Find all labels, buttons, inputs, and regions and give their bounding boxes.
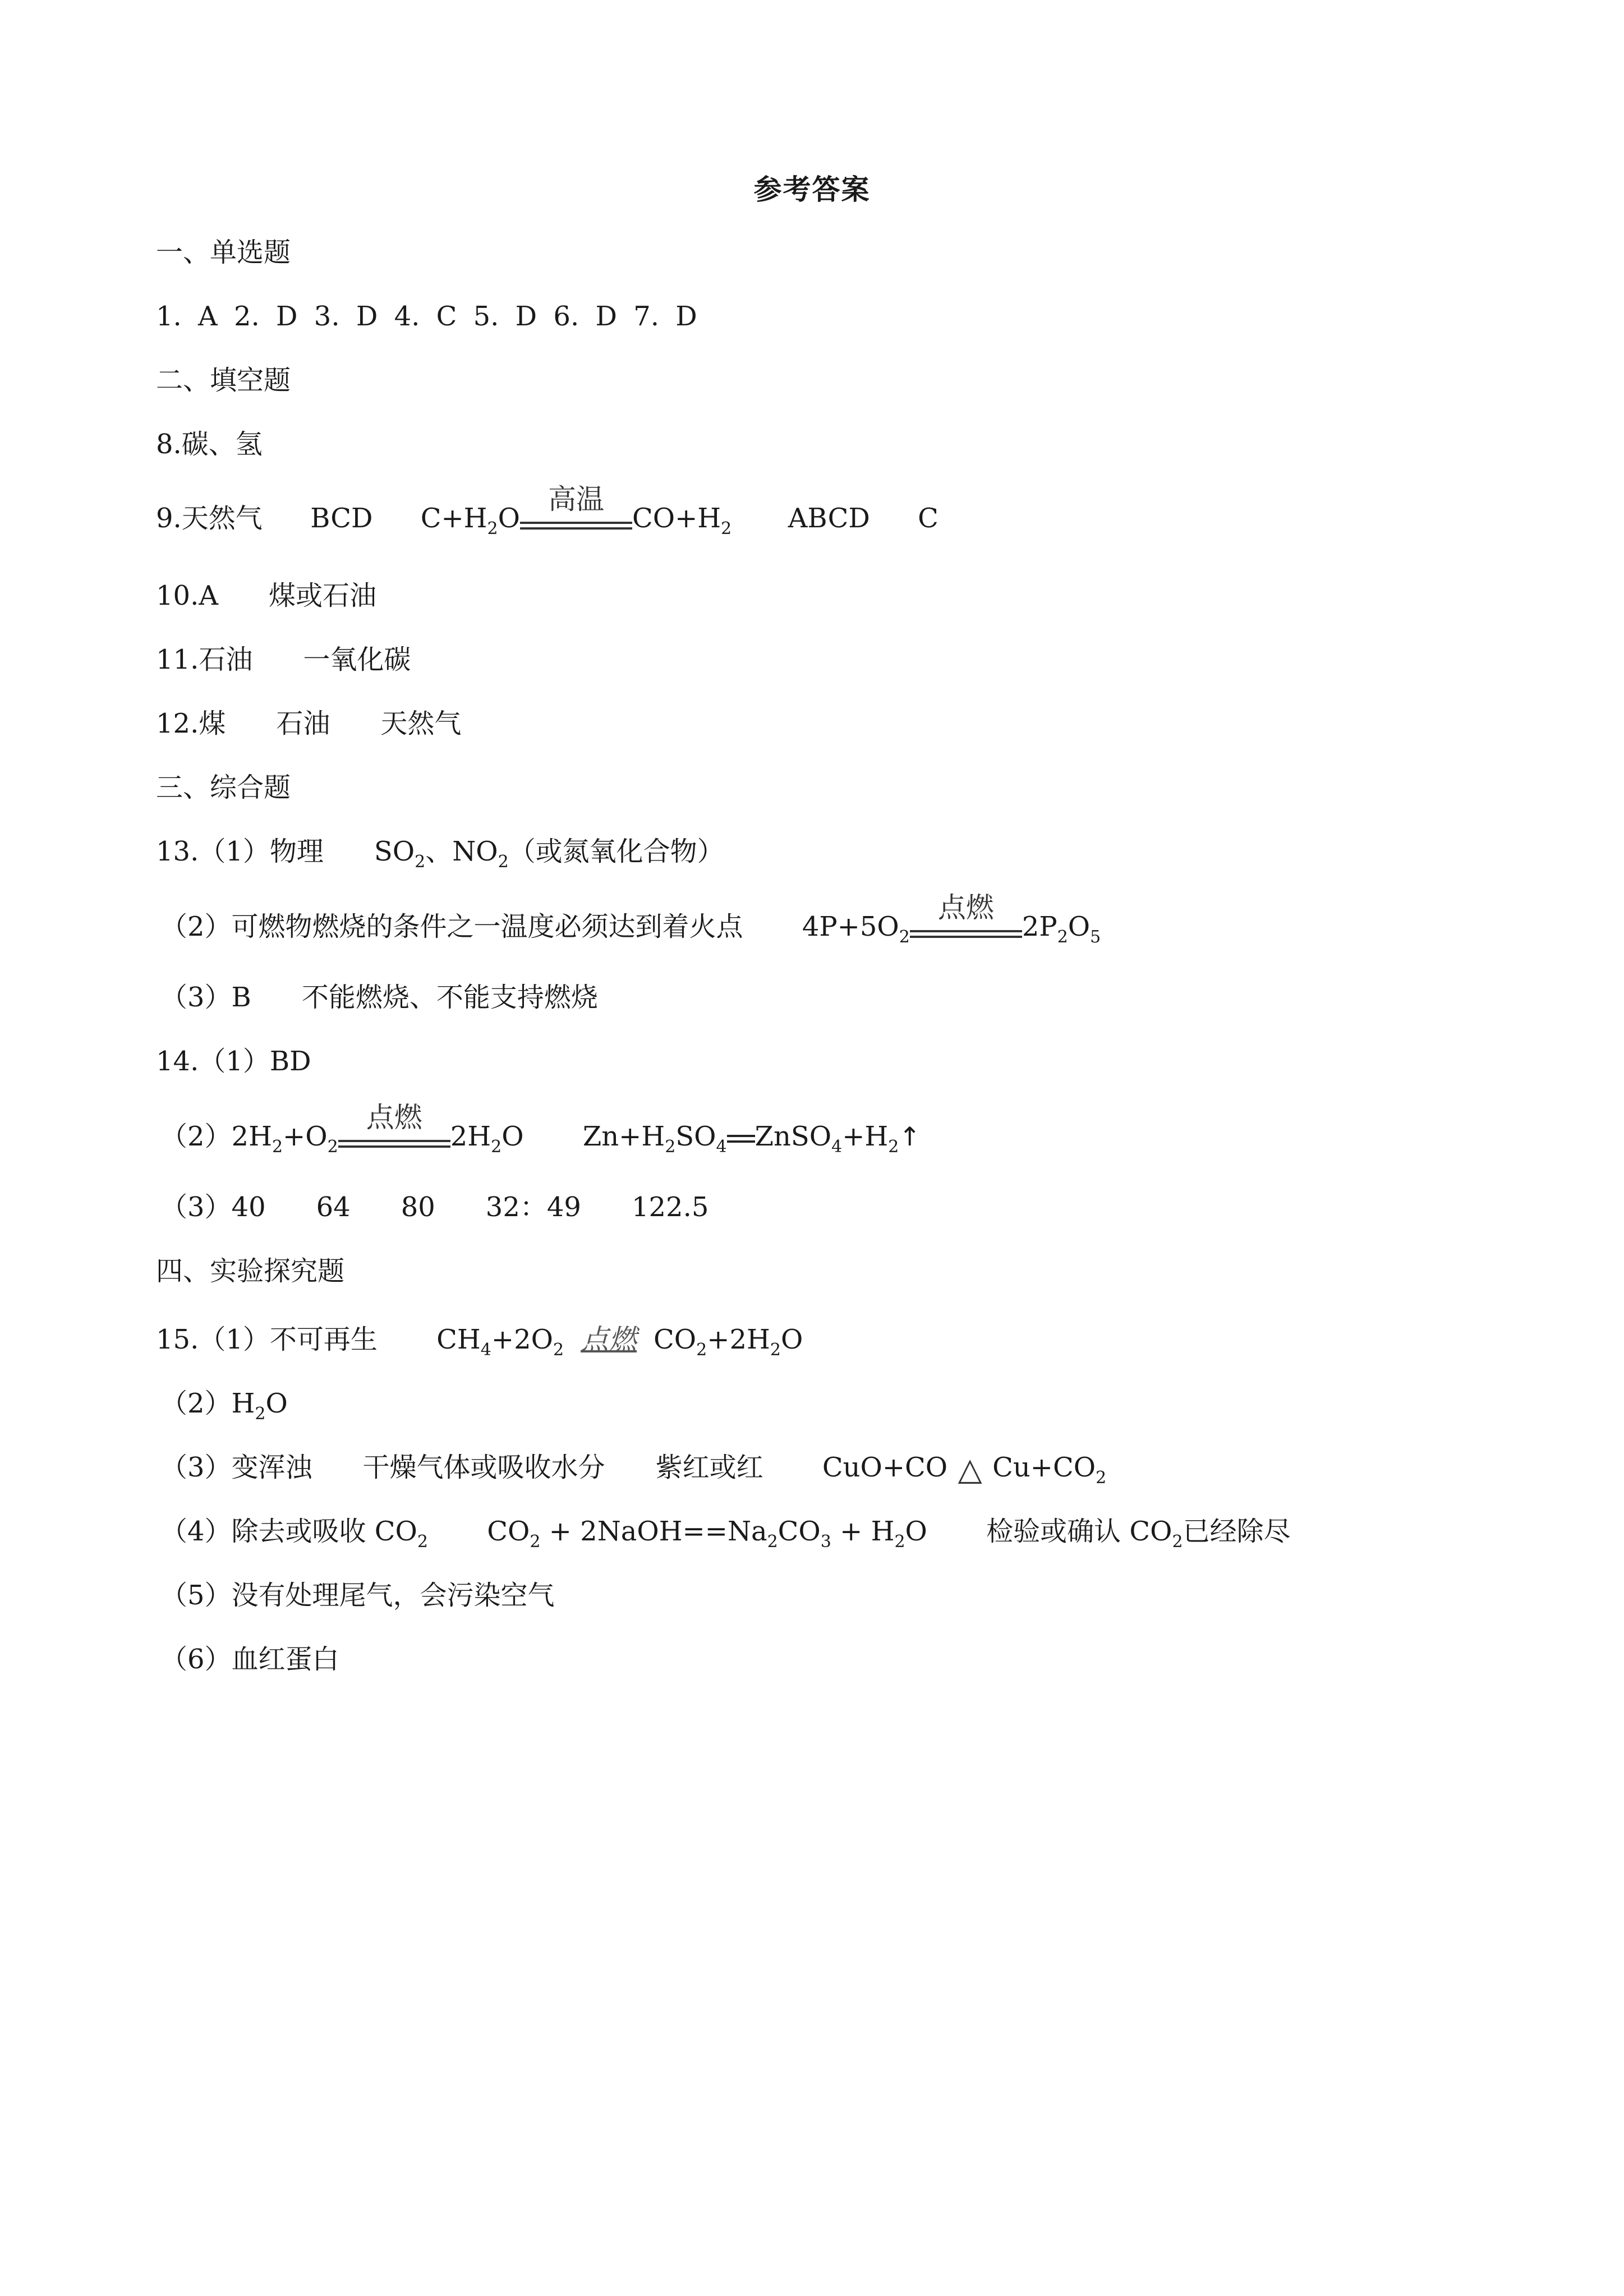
answer-9-part-a: 9.天然气: [156, 503, 263, 534]
mc-answers: 1. A 2. D 3. D 4. C 5. D 6. D 7. D: [156, 301, 697, 332]
reaction-condition-ignite: 点燃: [910, 911, 1022, 947]
equation-14-2a: $(2)2H_2+O_2$ 点燃 $2H_2O$: [160, 1101, 524, 1157]
answer-9-part-b: BCD: [310, 503, 373, 534]
answer-9-part-c: ABCD: [788, 503, 870, 534]
section-heading-fill-blank: 二、填空题: [156, 365, 291, 396]
answer-15-1: 15.（1）不可再生 $CH_4+2O_2$ 点燃 $CO_2+2H_2O$: [156, 1323, 803, 1360]
answer-15-3: （3）变浑浊 干燥气体或吸收水分 紫红或红 CuO+CO △ $Cu+CO_2$: [160, 1451, 1107, 1488]
equals-sign: [727, 1135, 755, 1143]
answer-15-4: （4）除去或吸收 $CO_2$ $CO_2$ + $2NaOH==Na_2CO_3 + H_2O$ 检验或确认 $CO_2$已经除尽: [160, 1516, 1291, 1552]
equation-15-4: $CO_2$ + $2NaOH==Na_2CO_3 + H_2O$: [487, 1516, 927, 1552]
reaction-condition-high-temp: 高温: [520, 503, 632, 539]
answer-15-6: （6）血红蛋白: [160, 1644, 339, 1675]
equation-13-2: $4P+5O_2$ 点燃 $2P_2O_5$: [802, 891, 1101, 947]
equation-15-3: CuO+CO △ $Cu+CO_2$: [822, 1451, 1107, 1488]
equation-9: $C+H_2O$ 高温 $CO+H_2$: [420, 482, 732, 539]
equation-15-1: $CH_4+2O_2$ 点燃 $CO_2+2H_2O$: [436, 1323, 803, 1360]
section-heading-experiment: 四、实验探究题: [156, 1255, 345, 1287]
answer-13-3: （3）B 不能燃烧、不能支持燃烧: [160, 982, 598, 1013]
answer-15-2: $(2)H_2O$: [160, 1388, 288, 1424]
section-heading-comprehensive: 三、综合题: [156, 772, 291, 803]
answer-12: 12.煤 石油 天然气: [156, 708, 462, 739]
answer-13-1: 13.（1）物理 $SO_2$、$NO_2$（或氮氧化合物）: [156, 836, 724, 872]
page-title: 参考答案: [753, 173, 871, 206]
answer-15-5: （5）没有处理尾气，会污染空气: [160, 1580, 555, 1611]
equation-14-2b: $Zn+H_2SO_4$ $ZnSO_4+H_2↑$: [582, 1121, 921, 1157]
answer-10: 10.A 煤或石油: [156, 580, 377, 611]
answer-14-2: [160, 1101, 921, 1165]
gas-arrow-icon: ↑: [899, 1121, 921, 1152]
answer-11: 11.石油 一氧化碳: [156, 644, 411, 675]
answer-9: [156, 482, 938, 547]
section-heading-single-choice: 一、单选题: [156, 237, 291, 268]
reaction-condition-ignite: 点燃: [338, 1121, 450, 1157]
reaction-condition-ignite: 点燃: [581, 1323, 637, 1356]
answer-13-2: （2）可燃物燃烧的条件之一温度必须达到着火点 $4P+5O_2$ 点燃 $2P_2O_5$: [160, 891, 1101, 947]
answer-8: 8.碳、氢: [156, 429, 263, 460]
heat-triangle-icon: △: [958, 1451, 982, 1488]
answer-14-1: 14.（1）BD: [156, 1046, 311, 1077]
answer-14-3: （3）40 64 80 32：49 122.5: [160, 1191, 709, 1223]
answer-9-part-d: C: [918, 503, 938, 534]
